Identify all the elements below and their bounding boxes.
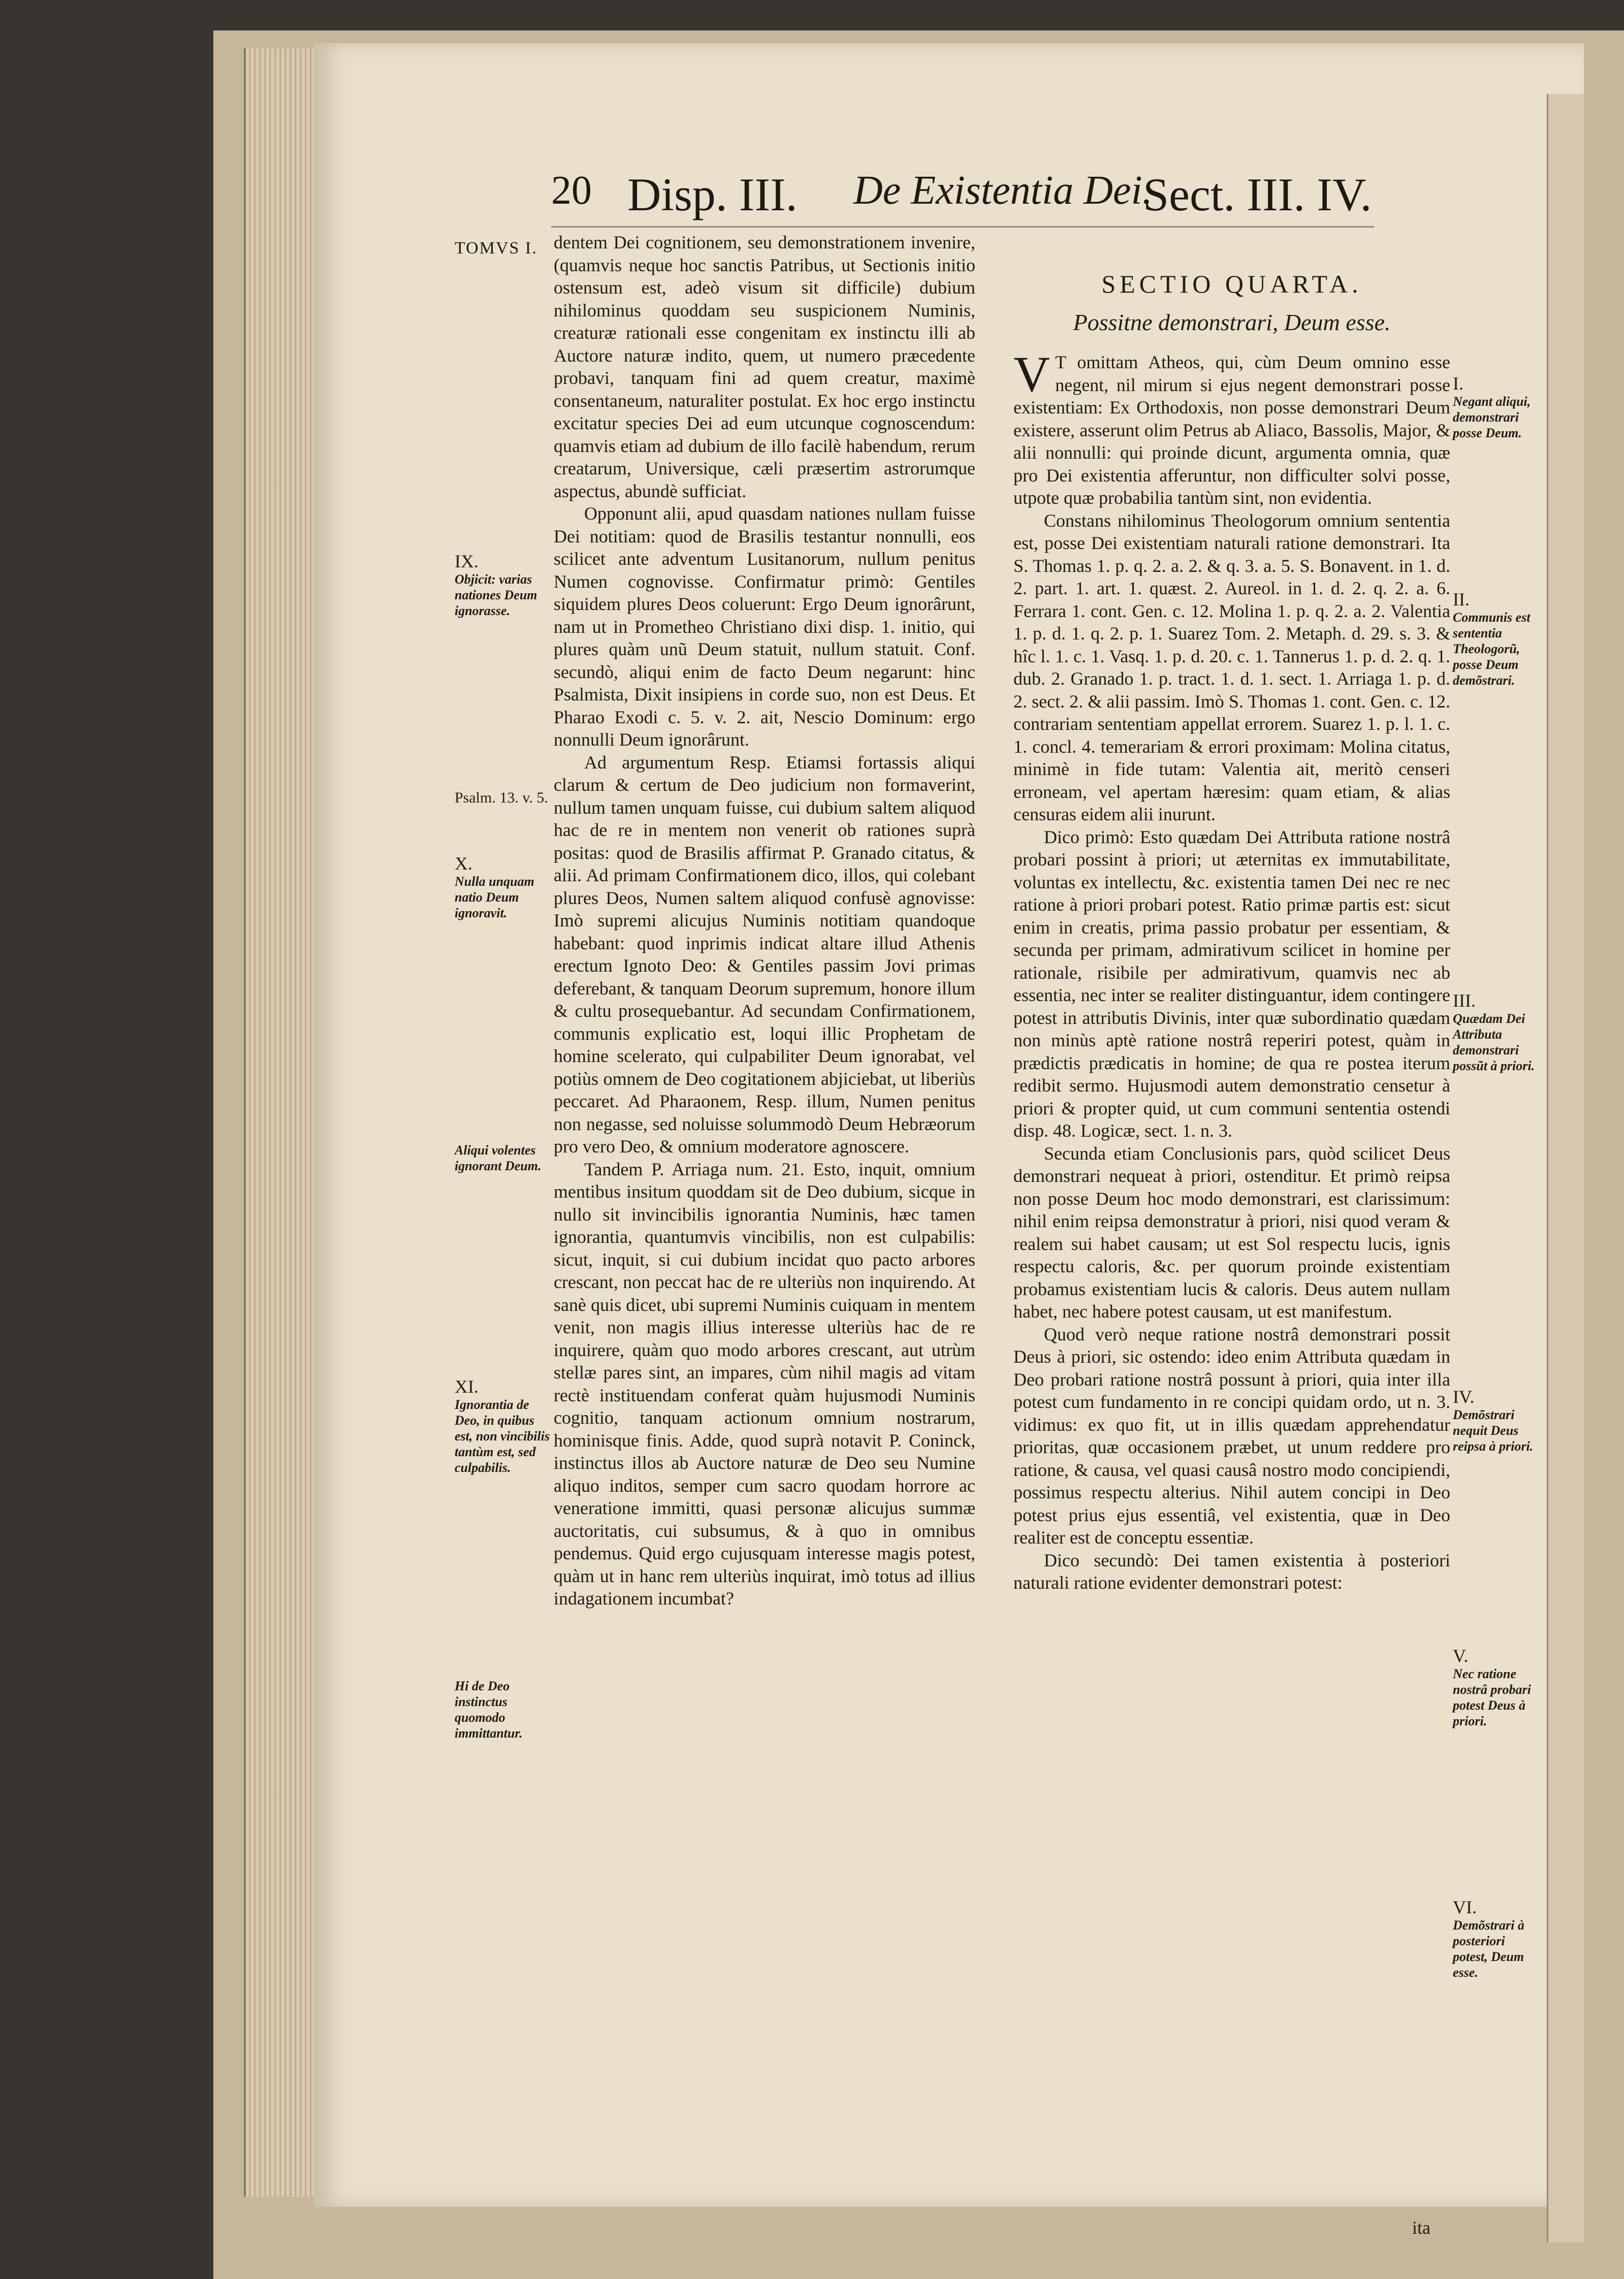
paragraph: Constans nihilominus Theologorum omnium sententia est, posse Dei existentiam naturali ratione demonstrari. Ita S. Thomas 1. p. q. 2. a. 2. & q. 3. a. 5. S. Bonavent. in 1. d. 2. part. 1. art. 1. quæst. 2. Aureol. in 1. d. 2. q. 2. a. 6. Ferrara 1. cont. Gen. c. 12. Molina 1. p. q. 2. a. 2. Valentia 1. p. d. 1. q. 2. p. 1. Suarez Tom. 2. Metaph. d. 29. s. 3. & hîc l. 1. c. 1. Vasq. 1. p. d. 20. c. 1. Tannerus 1. p. d. 2. q. 1. dub. 2. Granado 1. p. tract. 1. d. 1. sect. 1. Arriaga 1. p. d. 2. sect. 2. & alii passim. Imò S. Thomas 1. cont. Gen. c. 12. contrariam sententiam appellat errorem. Suarez 1. p. l. 1. c. 1. concl. 4. temerariam & errori proximam: Molina citatus, minimè in fide tutam: Valentia ait, meritò censeri erroneam, vel apertam hæresim: quam etiam, & alias censuras eidem alii inurunt. [1013,510,1450,824]
paragraph: dentem Dei cognitionem, seu demonstrationem invenire, (quamvis neque hoc sanctis Patribus, ut Sectionis initio ostensum est, adeò visum sit difficile) dubium nihilominus quoddam seu suspicionem Numinis, creaturæ rationali esse congenitam ex instinctu illi ab Auctore naturæ indito, quem, ut numero præcedente probavi, tanquam fini ad quem creatur, maximè consentaneum, naturaliter postulat. Ex hoc ergo instinctu excitatur species Dei ad eum utcunque cognoscendum: quamvis etiam ad dubium de illo facilè habendum, rerum creatarum, Universique, cæli præsertim astrorumque aspectus, abundè sufficiat. [554,232,975,501]
running-head-disp: Disp. III. [627,169,798,220]
margin-note: VI. Demõstrari à posteriori potest, Deum esse. [1453,1897,1524,1980]
section-heading: SECTIO QUARTA. [1101,270,1362,298]
margin-note: II. Communis est sententia Theologorũ, posse Deum demõstrari. [1453,589,1531,688]
paragraph: Quod verò neque ratione nostrâ demonstrari possit Deus à priori, sic ostendo: ideo enim Attributa quædam in Deo probari ratione nostrâ possunt à priori, quia inter illa potest cum fundamento in re concipi quidam ordo, ut n. 3. vidimus: ex quo fit, ut in illis quædam apprehendatur prioritas, quæ occasionem præbet, ut unum reddere pro ratione, & causa, vel quasi causâ nostro modo concipiendi, possimus respectu alterius. Nihil autem concipi in Deo potest prius ejus essentiâ, vel existentia, quæ in Deo realiter est de conceptu essentiæ. [1013,1324,1450,1548]
page-edges [244,48,322,2197]
margin-note: I. Negant aliqui, demonstrari posse Deum. [1453,373,1531,440]
section-subtitle: Possitne demonstrari, Deum esse. [1073,309,1391,335]
header-rule [551,226,1374,228]
paragraph: Tandem P. Arriaga num. 21. Esto, inquit, omnium mentibus insitum quoddam sit de Deo dubium, sicque in nullo sit invincibilis ignorantia Numinis, hæc tamen ignorantia, quantumvis vincibilis, non est culpabilis: sicut, inquit, si cui dubium incidat quo pacto arbores crescant, non peccat hac de re ulteriùs non inquirendo. At sanè quis dicet, ubi supremi Numinis cuiquam in mentem venit, non magis illius interesse ulteriùs hac de re inquirere, quàm quo modo arbores crescant, aut utrùm stellæ pares sint, an impares, cùm nihil magis ad vitam rectè instituendam conferat quàm hujusmodi Numinis cognitio, tanquam actionum omnium nostrarum, hominisque finis. Adde, quod suprà notavit P. Coninck, instinctus illos ab Auctore naturæ de Deo seu Numine aliquo inditos, semper cum sacro quodam horrore ac veneratione immitti, quasi personæ alicujus summæ auctoritatis, cui subsumus, & à quo in omnibus pendemus. Quid ergo cujusquam interesse magis potest, quàm ut in hanc rem ulteriùs inquirat, imò totus ad illius indagationem incumbat? [554,1159,975,1609]
facing-page-edge [1547,94,1584,2242]
right-column [1013,239,1450,1594]
left-column [554,231,975,1610]
signature-mark: TOMVS I. [455,239,537,258]
margin-note: Hi de Deo instinctus quomodo immittantur. [455,1679,523,1741]
margin-note: IV. Demõstrari nequit Deus reipsa à priori. [1453,1387,1534,1454]
paragraph: Ad argumentum Resp. Etiamsi fortassis aliqui clarum & certum de Deo judicium non formaverint, nullum tamen unquam fuisse, cui dubium saltem aliquod hac de re in mentem non venerit ob rationes suprà positas: quod de Brasilis affirmat P. Granado citatus, & alii. Ad primam Confirmationem dico, illos, qui colebant plures Deos, Numen saltem aliquod confusè agnovisse: Imò supremi alicujus Numinis notitiam quandoque habebant: quod inprimis indicat altare illud Athenis erectum Ignoto Deo: & Gentiles passim Jovi primas deferebant, & tanquam Deorum supremum, honore illum & cultu prosequebantur. Ad secundam Confirmationem, communis explicatio est, loqui illic Prophetam de homine scelerato, qui culpabiliter Deum ignorabat, vel potiùs omnem de Deo cogitationem abjiciebat, ut liberiùs peccaret. Ad Pharaonem, Resp. illum, Numen penitus non negasse, sed noluisse solummodò Deum Hebræorum pro vero Deo, & omnium moderatore agnoscere. [554,752,975,1157]
running-head-sect: Sect. III. IV. [1143,169,1372,220]
margin-note: Aliqui volentes ignorant Deum. [455,1143,542,1173]
catchword: ita [1412,2218,1430,2238]
page-number: 20 [551,168,592,213]
margin-note: IX. Objicit: varias nationes Deum ignorasse. [455,551,537,618]
running-head-title: De Existentia Dei. [853,168,1153,213]
paragraph: Secunda etiam Conclusionis pars, quòd scilicet Deus demonstrari nequeat à priori, ostenditur. Et primò reipsa non posse Deum hoc modo demonstrari, est clarissimum: nihil enim reipsa demonstratur à priori, nisi quod veram & realem sui habet causam; ut est Sol respectu lucis, ignis respectu caloris, &c. per quorum proinde existentiam probamus existentiam lucis & caloris. Deus autem nullam habet, nec habere potest causam, ut est manifestum. [1013,1143,1450,1322]
margin-note: X. Nulla unquam natio Deum ignoravit. [455,853,534,920]
margin-note: XI. Ignorantia de Deo, in quibus est, non vincibilis tantùm est, sed culpabilis. [455,1376,550,1475]
drop-cap: V [1013,346,1050,402]
margin-note: Psalm. 13. v. 5. [455,789,548,806]
margin-note: III. Quædam Dei Attributa demonstrari possũt à priori. [1453,990,1535,1073]
paragraph: Opponunt alii, apud quasdam nationes nullam fuisse Dei notitiam: quod de Brasilis testantur nonnulli, eos scilicet ante adventum Lusitanorum, nullum penitus Numen cognovisse. Confirmatur primò: Gentiles siquidem plures Deos coluerunt: Ergo Deum ignorârunt, nam ut in Prometheo Christiano dixi disp. 1. initio, qui plures quàm unũ Deum statuit, nullum statuit. Conf. secundò, aliqui enim de facto Deum negarunt: hinc Psalmista, Dixit insipiens in corde suo, non est Deus. Et Pharao Exodi c. 5. v. 2. ait, Nescio Dominum: ergo nonnulli Deum ignorârunt. [554,503,975,750]
paragraph: Dico secundò: Dei tamen existentia à posteriori naturali ratione evidenter demonstrari potest: [1013,1550,1450,1593]
paragraph: Dico primò: Esto quædam Dei Attributa ratione nostrâ probari possint à priori; ut æternitas ex immutabilitate, voluntas ex intellectu, &c. existentia tamen Dei nec re nec ratione à priori probari potest. Ratio primæ partis est: sicut enim in creatis, prima passio probatur per essentiam, & secunda per primam, admirativum scilicet in homine per rationale, risibile per admirativum, quamvis nec ab essentia, nec inter se realiter distinguantur, idem contingere potest in attributis Divinis, inter quæ subordinatio quædam non minùs aptè ratione nostrâ reperiri potest, quàm in prædictis prædicatis in homine; de qua re postea iterum redibit sermo. Hujusmodi autem demonstratio censetur à priori & propter quid, ut cum communi sententia ostendi disp. 48. Logicæ, sect. 1. n. 3. [1013,826,1450,1141]
paragraph: T omittam Atheos, qui, cùm Deum omnino esse negent, nil mirum si ejus negent demonstrari posse existentiam: Ex Orthodoxis, non posse demonstrari Deum existere, asserunt olim Petrus ab Aliaco, Bassolis, Major, & alii nonnulli: qui proinde dicunt, argumenta omnia, quæ pro Dei existentia afferuntur, non difficulter solvi posse, utpote quæ probabilia tantùm sint, non evidentia. [1013,352,1450,508]
margin-note: V. Nec ratione nostrâ probari potest Deus à priori. [1453,1646,1531,1728]
